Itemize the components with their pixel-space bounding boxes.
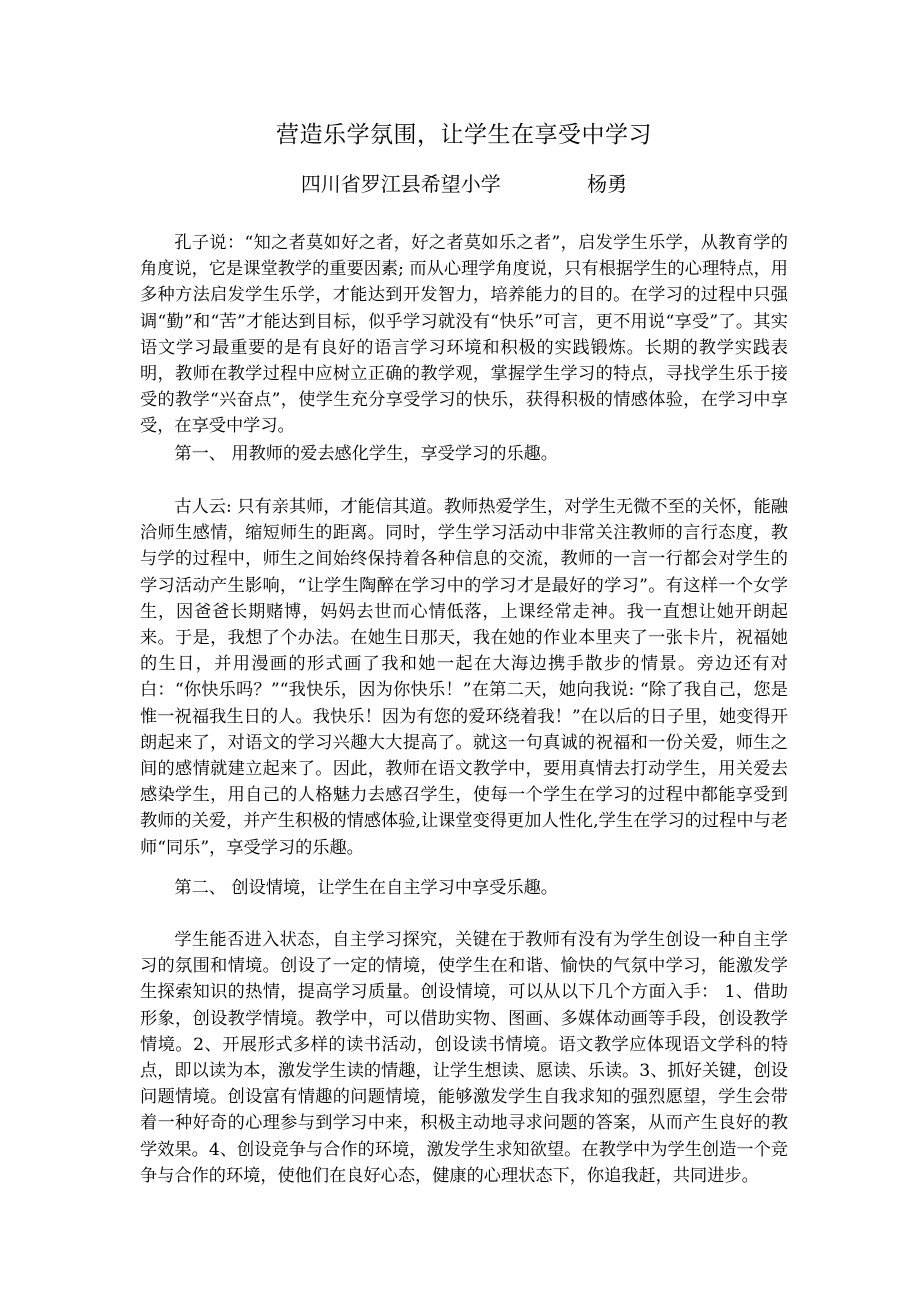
section-1-paragraph: 古人云: 只有亲其师，才能信其道。教师热爱学生，对学生无微不至的关怀，能融洽师生感情，缩短师生的距离。同时，学生学习活动中非常关注教师的言行态度，教与学的过程中，师生之间始终保持着各种信息的交流，教师的一言一行都会对学生的学习活动产生影响，“让学生陶醉在学习中的学习才是最好的学习”。有这样一个女学生，因爸爸长期赌博，妈妈去世而心情低落，上课经常走神。我一直想让她开朗起来。于是，我想了个办法。在她生日那天，我在她的作业本里夹了一张卡片，祝福她的生日，并用漫画的形式画了我和她一起在大海边携手散步的情景。旁边还有对白：“你快乐吗？”“我快乐，因为你快乐！”在第二天，她向我说: “除了我自己，您是惟一祝福我生日的人。我快乐！因为有您的爱环绕着我！”在以后的日子里，她变得开朗起来了，对语文的学习兴趣大大提高了。就这一句真诚的祝福和一份关爱，师生之间的感情就建立起来了。因此，教师在语文教学中，要用真情去打动学生，用关爱去感染学生，用自己的人格魅力去感召学生，使每一个学生在学习的过程中都能享受到教师的关爱，并产生积极的情感体验,让课堂变得更加人性化,学生在学习的过程中与老师“同乐”，享受学习的乐趣。 bbox=[140, 497, 788, 858]
byline bbox=[140, 170, 788, 198]
document-title: 营造乐学氛围，让学生在享受中学习 bbox=[276, 122, 652, 148]
section-heading-2: 第二、 创设情境，让学生在自主学习中享受乐趣。 bbox=[174, 878, 558, 898]
section-2-paragraph: 学生能否进入状态，自主学习探究，关键在于教师有没有为学生创设一种自主学习的氛围和情境。创设了一定的情境，使学生在和谐、愉快的气氛中学习，能激发学生探索知识的热情，提高学习质量。创设情境，可以从以下几个方面入手： 1、借助形象，创设教学情境。教学中，可以借助实物、图画、多媒体动画等手段，创设教学情境。2、开展形式多样的读书活动，创设读书情境。语文教学应体现语文学科的特点，即以读为本，激发学生读的情趣，让学生想读、愿读、乐读。3、抓好关键，创设问题情境。创设富有情趣的问题情境，能够激发学生自我求知的强烈愿望，学生会带着一种好奇的心理参与到学习中来，积极主动地寻求问题的答案，从而产生良好的教学效果。4、创设竞争与合作的环境，激发学生求知欲望。在教学中为学生创造一个竞争与合作的环境，使他们在良好心态，健康的心理状态下，你追我赶，共同进步。 bbox=[140, 930, 788, 1186]
section-heading-1: 第一、 用教师的爱去感化学生，享受学习的乐趣。 bbox=[174, 444, 558, 464]
author-school: 四川省罗江县希望小学 bbox=[300, 172, 501, 196]
author-name: 杨勇 bbox=[587, 172, 628, 196]
intro-paragraph: 孔子说：“知之者莫如好之者，好之者莫如乐之者”，启发学生乐学，从教育学的角度说，它是课堂教学的重要因素; 而从心理学角度说，只有根据学生的心理特点，用多种方法启发学生乐学，才能达到开发智力，培养能力的目的。在学习的过程中只强调“勤”和“苦”才能达到目标，似乎学习就没有“快乐”可言，更不用说“享受”了。其实语文学习最重要的是有良好的语言学习环境和积极的实践锻炼。长期的教学实践表明，教师在教学过程中应树立正确的教学观，掌握学生学习的特点，寻找学生乐于接受的教学“兴奋点”，使学生充分享受学习的快乐，获得积极的情感体验，在学习中享受，在享受中学习。 bbox=[140, 233, 788, 437]
